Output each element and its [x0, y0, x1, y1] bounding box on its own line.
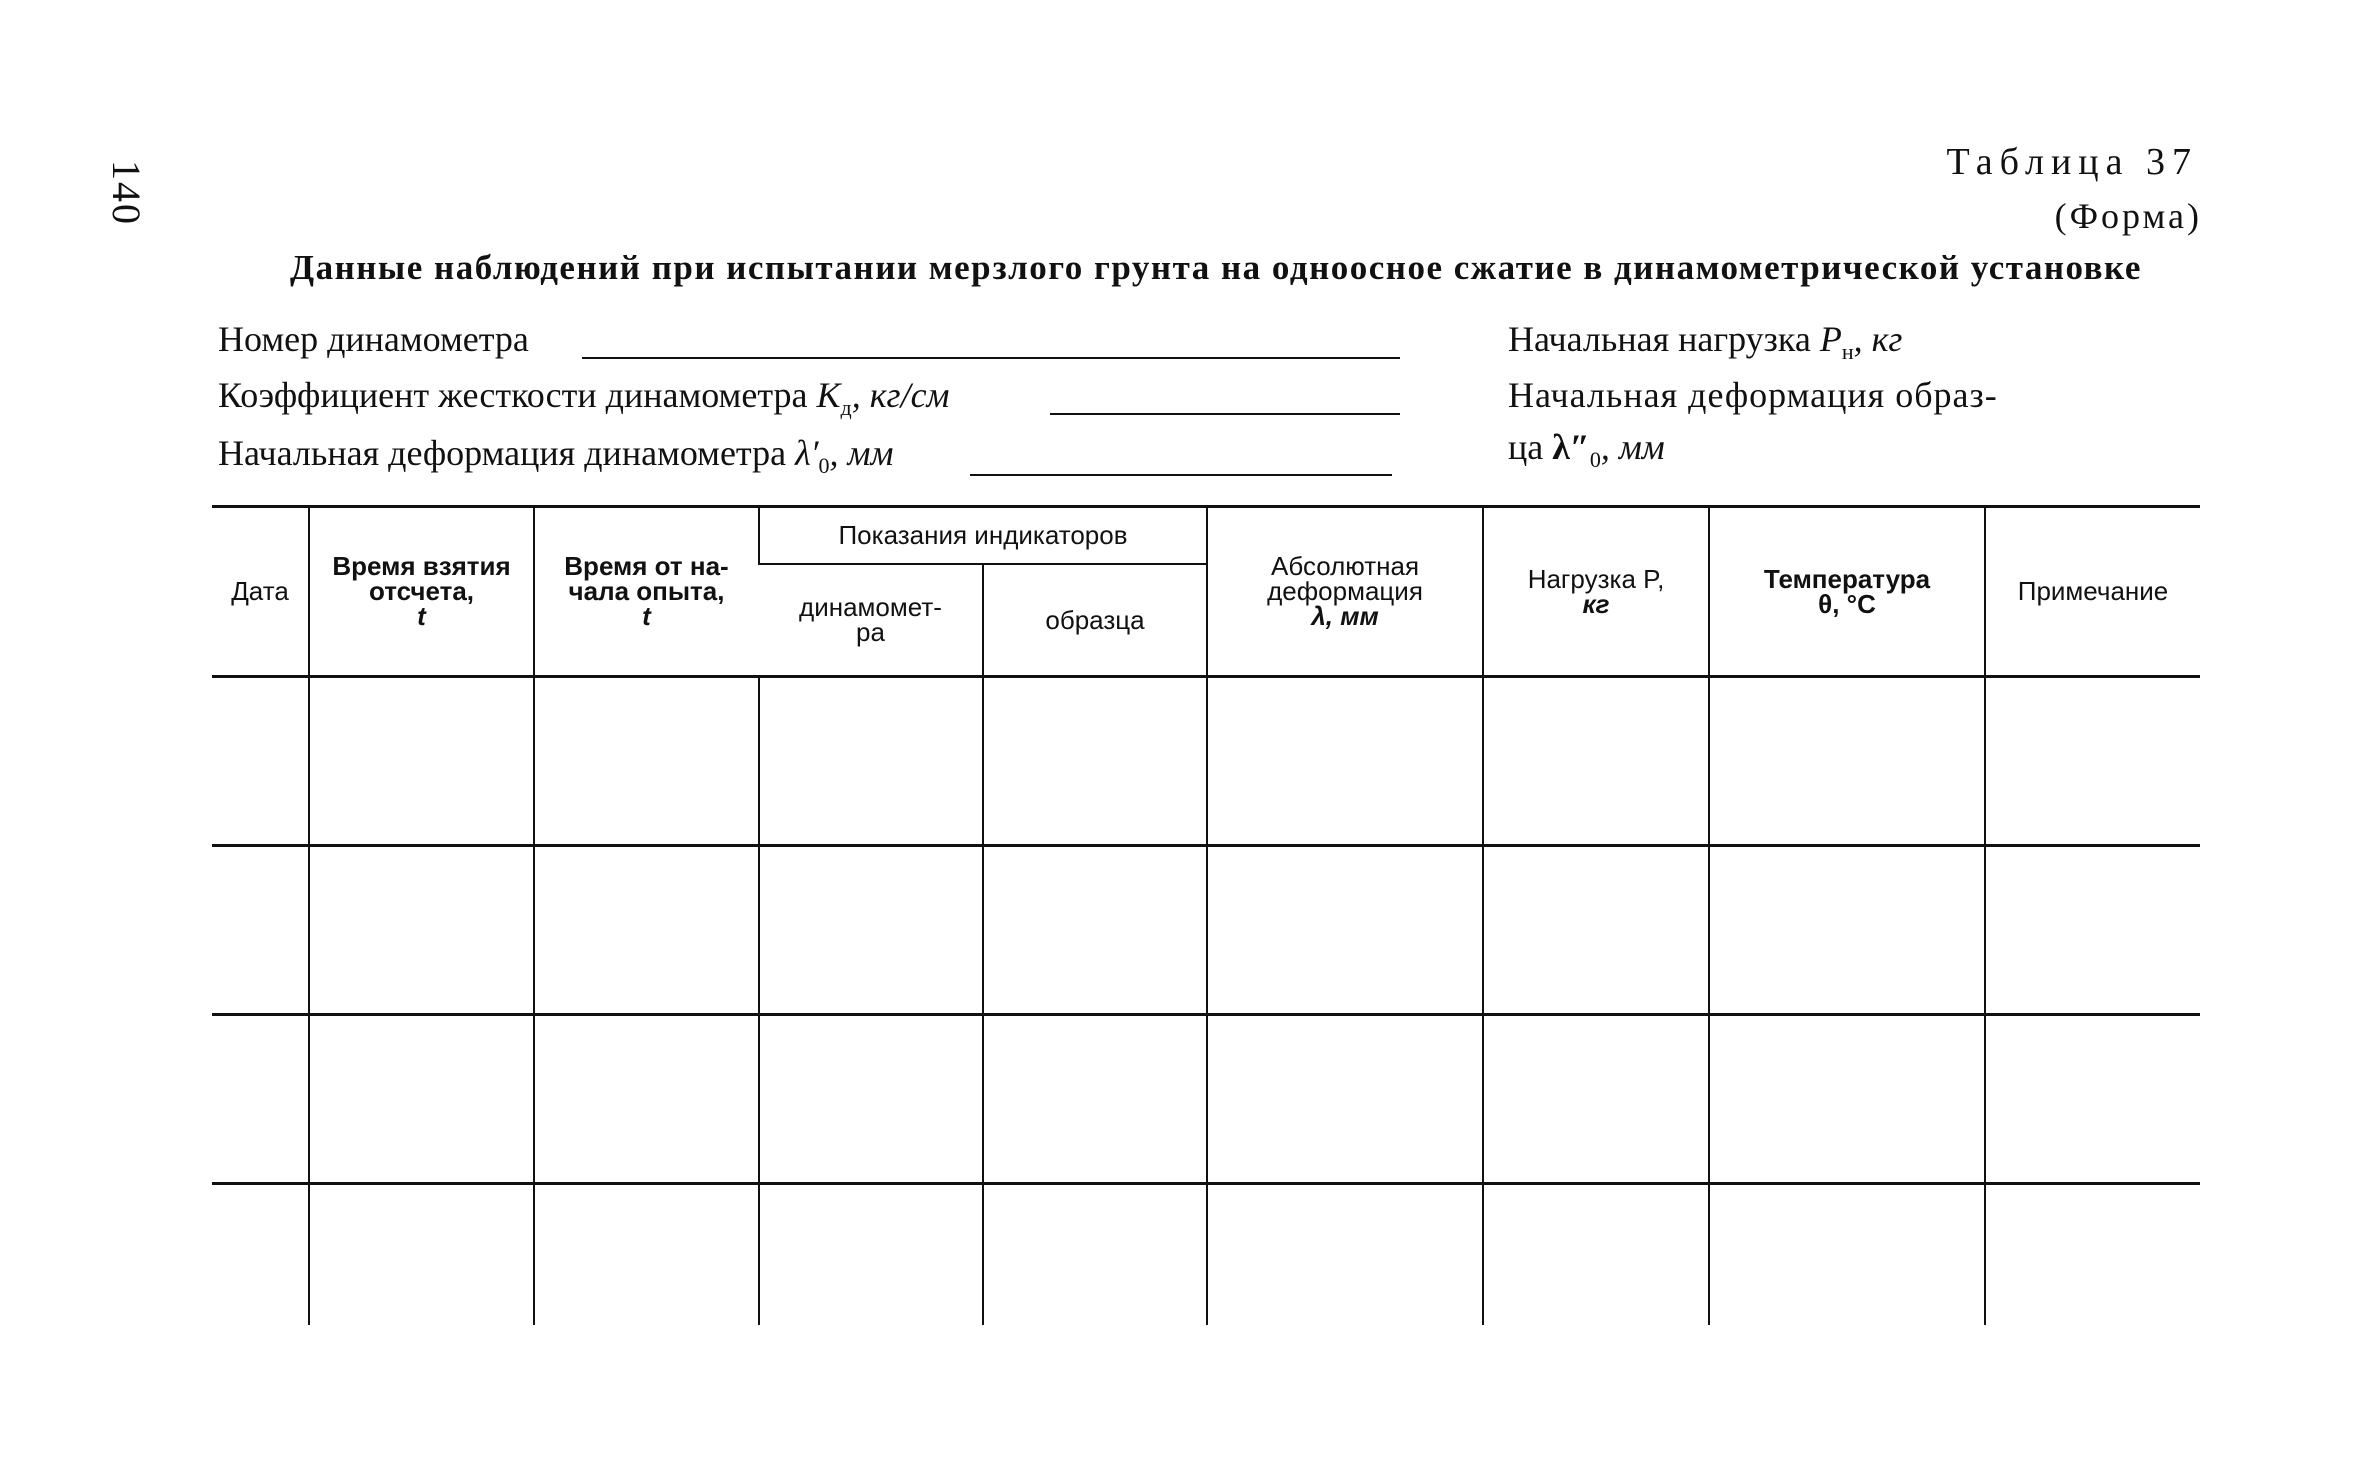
- page-number: 140: [104, 160, 149, 226]
- table-cell[interactable]: [759, 846, 983, 1015]
- table-cell[interactable]: [1985, 1184, 2200, 1326]
- table-cell[interactable]: [1709, 1015, 1985, 1184]
- table-cell[interactable]: [534, 677, 759, 846]
- table-cell[interactable]: [1483, 1184, 1709, 1326]
- table-row: [212, 846, 2200, 1015]
- table-cell[interactable]: [1483, 677, 1709, 846]
- table-cell[interactable]: [983, 677, 1207, 846]
- dynamometer-number-label: Номер динамометра: [218, 319, 529, 359]
- document-title: Данные наблюдений при испытании мерзлого грунта на одноосное сжатие в динамометрической установке: [290, 248, 2142, 287]
- table-cell[interactable]: [1985, 846, 2200, 1015]
- col-header-temperature: Температура θ, °C: [1709, 507, 1985, 677]
- table-row: [212, 1015, 2200, 1184]
- table-cell[interactable]: [759, 677, 983, 846]
- table-cell[interactable]: [309, 846, 534, 1015]
- col-header-sample: образца: [983, 564, 1207, 677]
- table-cell[interactable]: [1207, 846, 1483, 1015]
- col-header-indicators-group: Показания индикаторов: [759, 507, 1207, 565]
- table-cell[interactable]: [534, 846, 759, 1015]
- table-row: [212, 677, 2200, 846]
- table-label: Таблица 37: [1946, 141, 2198, 183]
- table-cell[interactable]: [212, 677, 309, 846]
- dynamometer-number-blank[interactable]: [582, 357, 1400, 359]
- table-cell[interactable]: [309, 677, 534, 846]
- col-header-load: Нагрузка P, кг: [1483, 507, 1709, 677]
- initial-load-label: Начальная нагрузка $P_н$, кг: [1508, 319, 1903, 365]
- table-cell[interactable]: [1207, 1015, 1483, 1184]
- table-cell[interactable]: [759, 1184, 983, 1326]
- stiffness-coef-blank[interactable]: [1050, 413, 1400, 415]
- table-cell[interactable]: [983, 1015, 1207, 1184]
- form-label: (Форма): [2054, 196, 2202, 236]
- table-cell[interactable]: [212, 846, 309, 1015]
- col-header-time-from-start: Время от на- чала опыта, t: [534, 507, 759, 677]
- initial-deformation-sample-label-line2: ца $\lambda''_0$, мм: [1508, 427, 1665, 473]
- table-cell[interactable]: [1207, 1184, 1483, 1326]
- table-cell[interactable]: [212, 1184, 309, 1326]
- table-cell[interactable]: [1985, 677, 2200, 846]
- table-cell[interactable]: [1985, 1015, 2200, 1184]
- table-cell[interactable]: [1483, 846, 1709, 1015]
- table-cell[interactable]: [1207, 677, 1483, 846]
- stiffness-coef-label: Коэффициент жесткости динамометра $K_д$, кг/см: [218, 375, 950, 421]
- col-header-time-reading: Время взятия отсчета, t: [309, 507, 534, 677]
- table-cell[interactable]: [983, 1184, 1207, 1326]
- table-cell[interactable]: [212, 1015, 309, 1184]
- table-cell[interactable]: [534, 1015, 759, 1184]
- initial-deformation-dyn-label: Начальная деформация динамометра $\lambda'_0$, мм: [218, 433, 894, 479]
- initial-deformation-dyn-blank[interactable]: [970, 474, 1392, 476]
- table-cell[interactable]: [1709, 846, 1985, 1015]
- table-cell[interactable]: [309, 1015, 534, 1184]
- table-cell[interactable]: [1709, 677, 1985, 846]
- initial-deformation-sample-label-line1: Начальная деформация образ-: [1508, 375, 1998, 415]
- col-header-dynamometer: динамомет- ра: [759, 564, 983, 677]
- table-cell[interactable]: [534, 1184, 759, 1326]
- table-cell[interactable]: [1709, 1184, 1985, 1326]
- observation-table: [212, 505, 2200, 1335]
- table-cell[interactable]: [759, 1015, 983, 1184]
- col-header-date: Дата: [212, 507, 309, 677]
- table-cell[interactable]: [309, 1184, 534, 1326]
- table-cell[interactable]: [1483, 1015, 1709, 1184]
- table-cell[interactable]: [983, 846, 1207, 1015]
- table-row: [212, 1184, 2200, 1326]
- col-header-absolute-deformation: Абсолютная деформация λ, мм: [1207, 507, 1483, 677]
- col-header-note: Примечание: [1985, 507, 2200, 677]
